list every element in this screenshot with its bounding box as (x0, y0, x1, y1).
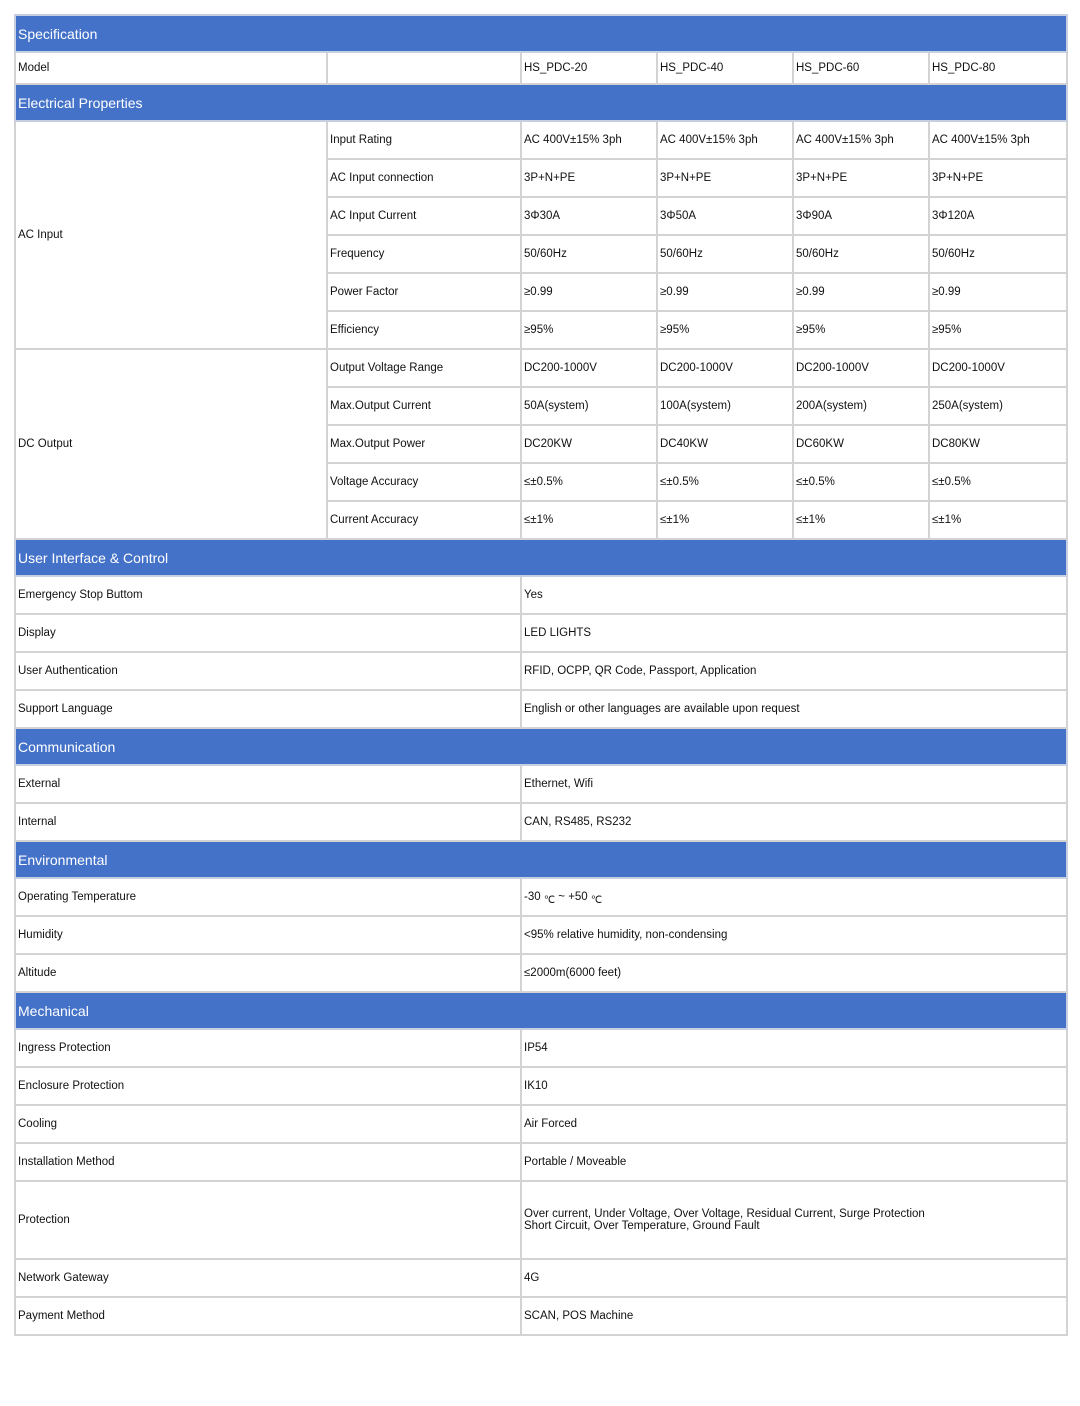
section-title: Mechanical (15, 992, 1067, 1029)
value-cell: ≥0.99 (657, 273, 793, 311)
value-cell: ≤±1% (521, 501, 657, 539)
value-cell: ≤±0.5% (793, 463, 929, 501)
row-value: English or other languages are available upon request (521, 690, 1067, 728)
row-value: RFID, OCPP, QR Code, Passport, Application (521, 652, 1067, 690)
section-title: User Interface & Control (15, 539, 1067, 576)
temp-high: +50 (568, 891, 588, 903)
temp-unit: ℃ (590, 895, 603, 906)
value-cell: ≤±0.5% (929, 463, 1067, 501)
value-cell: 50A(system) (521, 387, 657, 425)
empty-cell (327, 52, 521, 84)
value-cell: ≤±0.5% (521, 463, 657, 501)
value-cell: ≥95% (929, 311, 1067, 349)
section-header-ui-control (15, 539, 1067, 576)
row-label: Frequency (327, 235, 521, 273)
value-cell: 3Φ120A (929, 197, 1067, 235)
row-value: LED LIGHTS (521, 614, 1067, 652)
ui-control-rows (15, 576, 1067, 728)
row-label: Internal (15, 803, 521, 841)
section-title: Specification (15, 15, 1067, 52)
row-value: <95% relative humidity, non-condensing (521, 916, 1067, 954)
value-cell: AC 400V±15% 3ph (929, 121, 1067, 159)
value-cell: 50/60Hz (657, 235, 793, 273)
row-value: 4G (521, 1259, 1067, 1297)
temp-low: -30 (524, 891, 541, 903)
value-cell: ≤±1% (793, 501, 929, 539)
table-row (15, 349, 1067, 387)
row-label: Efficiency (327, 311, 521, 349)
protection-line: Short Circuit, Over Temperature, Ground Fault (524, 1220, 760, 1232)
temp-tilde: ~ (558, 891, 565, 903)
value-cell: ≥95% (793, 311, 929, 349)
value-cell: DC60KW (793, 425, 929, 463)
value-cell: DC20KW (521, 425, 657, 463)
model-cell: HS_PDC-40 (657, 52, 793, 84)
row-label: Display (15, 614, 521, 652)
value-cell: ≥95% (657, 311, 793, 349)
temp-unit: ℃ (543, 895, 556, 906)
mechanical-rows (15, 1029, 1067, 1181)
table-row (15, 1105, 1067, 1143)
value-cell: 3Φ30A (521, 197, 657, 235)
row-label: Max.Output Current (327, 387, 521, 425)
table-row (15, 1259, 1067, 1297)
row-label: AC Input Current (327, 197, 521, 235)
row-label: Altitude (15, 954, 521, 992)
model-cell: HS_PDC-20 (521, 52, 657, 84)
row-label: Voltage Accuracy (327, 463, 521, 501)
spec-table (14, 14, 1068, 1336)
row-value: ≤2000m(6000 feet) (521, 954, 1067, 992)
value-cell: ≥0.99 (793, 273, 929, 311)
section-header-specification (15, 15, 1067, 52)
table-row (15, 878, 1067, 916)
value-cell: ≤±1% (657, 501, 793, 539)
value-cell: 3P+N+PE (521, 159, 657, 197)
row-value (521, 1181, 1067, 1259)
dc-output-group (15, 349, 1067, 539)
value-cell: 200A(system) (793, 387, 929, 425)
row-label: Payment Method (15, 1297, 521, 1335)
row-label: Cooling (15, 1105, 521, 1143)
row-label: Current Accuracy (327, 501, 521, 539)
row-label: Model (15, 52, 327, 84)
value-cell: ≥0.99 (521, 273, 657, 311)
value-cell: AC 400V±15% 3ph (793, 121, 929, 159)
group-label: AC Input (15, 121, 327, 349)
value-cell: 50/60Hz (793, 235, 929, 273)
row-label: Output Voltage Range (327, 349, 521, 387)
section-title: Communication (15, 728, 1067, 765)
section-header-mechanical (15, 992, 1067, 1029)
row-value: Yes (521, 576, 1067, 614)
value-cell: AC 400V±15% 3ph (657, 121, 793, 159)
section-title: Electrical Properties (15, 84, 1067, 121)
value-cell: DC200-1000V (657, 349, 793, 387)
row-label: Operating Temperature (15, 878, 521, 916)
row-value: IK10 (521, 1067, 1067, 1105)
table-row (15, 690, 1067, 728)
row-value: Portable / Moveable (521, 1143, 1067, 1181)
row-label: User Authentication (15, 652, 521, 690)
row-label: AC Input connection (327, 159, 521, 197)
table-row (15, 954, 1067, 992)
row-value: Ethernet, Wifi (521, 765, 1067, 803)
table-row (15, 576, 1067, 614)
row-label: Network Gateway (15, 1259, 521, 1297)
table-row (15, 916, 1067, 954)
row-value: Air Forced (521, 1105, 1067, 1143)
section-header-environmental (15, 841, 1067, 878)
value-cell: 3Φ50A (657, 197, 793, 235)
row-label: Protection (15, 1181, 521, 1259)
value-cell: 250A(system) (929, 387, 1067, 425)
table-row (15, 652, 1067, 690)
row-value: CAN, RS485, RS232 (521, 803, 1067, 841)
value-cell: AC 400V±15% 3ph (521, 121, 657, 159)
communication-rows (15, 765, 1067, 841)
value-cell: DC200-1000V (521, 349, 657, 387)
row-label: Installation Method (15, 1143, 521, 1181)
row-label: Support Language (15, 690, 521, 728)
value-cell: ≤±0.5% (657, 463, 793, 501)
row-label: Max.Output Power (327, 425, 521, 463)
value-cell: 100A(system) (657, 387, 793, 425)
row-value: IP54 (521, 1029, 1067, 1067)
model-cell: HS_PDC-60 (793, 52, 929, 84)
value-cell: DC40KW (657, 425, 793, 463)
row-label: External (15, 765, 521, 803)
row-label: Emergency Stop Buttom (15, 576, 521, 614)
row-label: Humidity (15, 916, 521, 954)
protection-line: Over current, Under Voltage, Over Voltage, Residual Current, Surge Protection (524, 1208, 925, 1220)
row-label: Enclosure Protection (15, 1067, 521, 1105)
section-title: Environmental (15, 841, 1067, 878)
table-row (15, 1143, 1067, 1181)
row-label: Input Rating (327, 121, 521, 159)
environmental-rows (15, 916, 1067, 992)
value-cell: ≥0.99 (929, 273, 1067, 311)
value-cell: 3P+N+PE (657, 159, 793, 197)
model-row (15, 52, 1067, 84)
table-row (15, 614, 1067, 652)
table-row (15, 1029, 1067, 1067)
table-row (15, 1297, 1067, 1335)
value-cell: ≤±1% (929, 501, 1067, 539)
value-cell: 50/60Hz (521, 235, 657, 273)
value-cell: ≥95% (521, 311, 657, 349)
value-cell: DC200-1000V (793, 349, 929, 387)
table-row (15, 1067, 1067, 1105)
section-header-communication (15, 728, 1067, 765)
row-value (521, 878, 1067, 916)
value-cell: 3P+N+PE (793, 159, 929, 197)
mechanical-rows (15, 1259, 1067, 1335)
value-cell: 3P+N+PE (929, 159, 1067, 197)
value-cell: 3Φ90A (793, 197, 929, 235)
model-cell: HS_PDC-80 (929, 52, 1067, 84)
table-row (15, 765, 1067, 803)
table-row (15, 803, 1067, 841)
row-label: Ingress Protection (15, 1029, 521, 1067)
value-cell: DC80KW (929, 425, 1067, 463)
value-cell: 50/60Hz (929, 235, 1067, 273)
table-row (15, 121, 1067, 159)
group-label: DC Output (15, 349, 327, 539)
row-label: Power Factor (327, 273, 521, 311)
value-cell: DC200-1000V (929, 349, 1067, 387)
row-value: SCAN, POS Machine (521, 1297, 1067, 1335)
ac-input-group (15, 121, 1067, 349)
protection-row (15, 1181, 1067, 1259)
section-header-electrical (15, 84, 1067, 121)
